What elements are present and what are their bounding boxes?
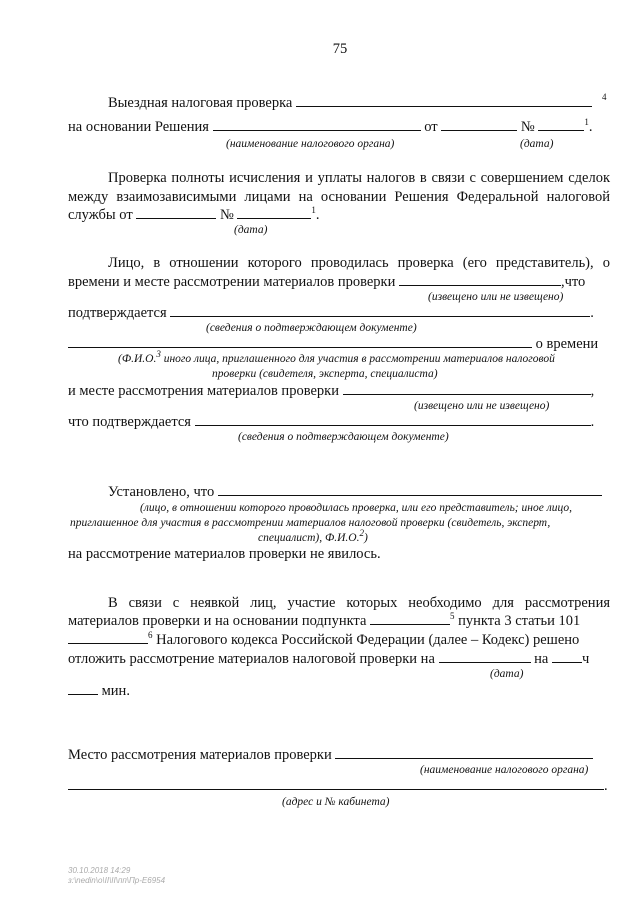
- para1-line3: [68, 206, 320, 224]
- org-blank: [213, 118, 421, 131]
- print-stamp: [68, 866, 165, 886]
- visit-blank: [296, 94, 592, 107]
- para4-note-5: 5: [450, 611, 455, 622]
- para4-line3: [68, 631, 579, 649]
- visit-label: Выездная налоговая проверка: [108, 95, 293, 111]
- para4-line2: [68, 612, 580, 630]
- caption-fio-note: 3: [156, 349, 161, 360]
- basis-label: на основании Решения: [68, 119, 209, 135]
- postpone-date-blank: [439, 650, 531, 663]
- caption-fio-b: иного лица, приглашенного для участия в рассмотрении материалов налоговой: [160, 353, 555, 365]
- para3-end: на рассмотрение материалов проверки не явилось.: [68, 546, 381, 562]
- date-blank: [441, 118, 517, 131]
- para4-line4: [68, 650, 589, 668]
- para4-hour: ч: [581, 651, 590, 667]
- para1-number-blank: [237, 206, 311, 219]
- para1-number-sign: №: [219, 207, 234, 223]
- para1-line2: между взаимозависимыми лицами на основании Решения Федеральной налоговой: [68, 189, 610, 205]
- para4-at: на: [534, 651, 549, 667]
- confirmed2-period: .: [590, 414, 595, 430]
- number-sign: №: [520, 119, 535, 135]
- confirmed2-line: [68, 413, 594, 431]
- place-label: и месте рассмотрения материалов проверки: [68, 383, 339, 399]
- confirmed-line: [68, 304, 594, 322]
- para4-line4-a: отложить рассмотрение материалов налоговой проверки на: [68, 651, 435, 667]
- place-comma: ,: [590, 383, 595, 399]
- caption-org: (наименование налогового органа): [226, 138, 395, 150]
- caption-notified: (извещено или не извещено): [428, 291, 564, 303]
- para3-caption-3-b: ): [363, 532, 368, 544]
- caption-fio-a: (Ф.И.О.: [118, 353, 157, 365]
- para4-note-6: 6: [148, 630, 153, 641]
- para4-line3-text: Налогового кодекса Российской Федерации (далее – Кодекс) решено: [152, 632, 580, 648]
- para2-notified-blank: [399, 273, 561, 286]
- stamp-line-2: з:\nedin\o\II\II\пп\Пр-Е6954: [68, 876, 166, 885]
- visit-line: [108, 94, 592, 112]
- para1-line1: Проверка полноты исчисления и уплаты налогов в связи с совершением сделок: [108, 170, 610, 186]
- footnote-1: 1: [584, 117, 589, 128]
- para1-period: .: [315, 207, 320, 223]
- caption-notified-2: (извещено или не извещено): [414, 400, 550, 412]
- para4-line2-b: пункта 3 статьи 101: [454, 613, 581, 629]
- place-section-line: [68, 746, 593, 764]
- para2-line2-start: времени и месте рассмотрении материалов проверки: [68, 274, 396, 290]
- para3-caption-1: (лицо, в отношении которого проводилась проверка, или его представитель; иное лицо,: [140, 502, 572, 514]
- address-line: [68, 777, 608, 795]
- para1-line3-start: службы от: [68, 207, 133, 223]
- para1-footnote: 1: [311, 205, 316, 216]
- place-caption-org: (наименование налогового органа): [420, 764, 589, 776]
- fio-blank: [68, 335, 532, 348]
- established-blank: [218, 483, 602, 496]
- confirmed-period: .: [590, 305, 594, 321]
- subparagraph-blank: [370, 612, 450, 625]
- confirmed-blank: [170, 304, 590, 317]
- address-period: .: [604, 778, 608, 794]
- from-word: от: [424, 119, 438, 135]
- para4-line2-a: материалов проверки и на основании подпункта: [68, 613, 367, 629]
- visit-footnote: 4: [602, 92, 607, 102]
- minutes-label: мин.: [98, 683, 130, 699]
- place-section-label: Место рассмотрения материалов проверки: [68, 747, 332, 763]
- established-line: [108, 483, 602, 501]
- basis-period: .: [588, 119, 593, 135]
- caption-doc: (сведения о подтверждающем документе): [206, 322, 417, 334]
- caption-doc-2: (сведения о подтверждающем документе): [238, 431, 449, 443]
- confirmed2-label: что подтверждается: [68, 414, 191, 430]
- place-blank: [343, 382, 591, 395]
- basis-line: [68, 118, 592, 136]
- minutes-blank: [68, 682, 98, 695]
- para3-caption-3-a: специалист), Ф.И.О.: [258, 532, 360, 544]
- caption-date: (дата): [520, 138, 554, 150]
- caption-address: (адрес и № кабинета): [282, 796, 390, 808]
- confirmed-label: подтверждается: [68, 305, 167, 321]
- para2-line1: Лицо, в отношении которого проводилась проверка (его представитель), о: [108, 255, 610, 271]
- para1-caption-date: (дата): [234, 224, 268, 236]
- para3-caption-3-note: 2: [359, 528, 364, 539]
- address-blank: [68, 777, 604, 790]
- minutes-line: [68, 682, 130, 700]
- para2-line2: [68, 273, 585, 291]
- number-blank: [538, 118, 584, 131]
- para1-date-blank: [136, 206, 216, 219]
- hour-blank: [552, 650, 582, 663]
- para3-caption-2: приглашенное для участия в рассмотрении материалов налоговой проверки (свидетель, эксперт,: [70, 517, 551, 529]
- para3-caption-3: [258, 528, 368, 545]
- para4-caption-date: (дата): [490, 668, 524, 680]
- about-time: о времени: [535, 336, 599, 352]
- place-line: [68, 382, 594, 400]
- page-number: 75: [332, 41, 348, 57]
- para4-line1: В связи с неявкой лиц, участие которых необходимо для рассмотрения: [108, 595, 610, 611]
- article-blank: [68, 631, 148, 644]
- caption-fio-line2: проверки (свидетеля, эксперта, специалиста): [212, 368, 438, 380]
- established-label: Установлено, что: [108, 484, 215, 500]
- caption-fio: [118, 349, 555, 366]
- place-section-blank: [335, 746, 593, 759]
- para2-line2-end: ,что: [560, 274, 586, 290]
- fio-line: [68, 335, 598, 353]
- confirmed2-blank: [195, 413, 591, 426]
- stamp-line-1: 30.10.2018 14:29: [68, 866, 131, 875]
